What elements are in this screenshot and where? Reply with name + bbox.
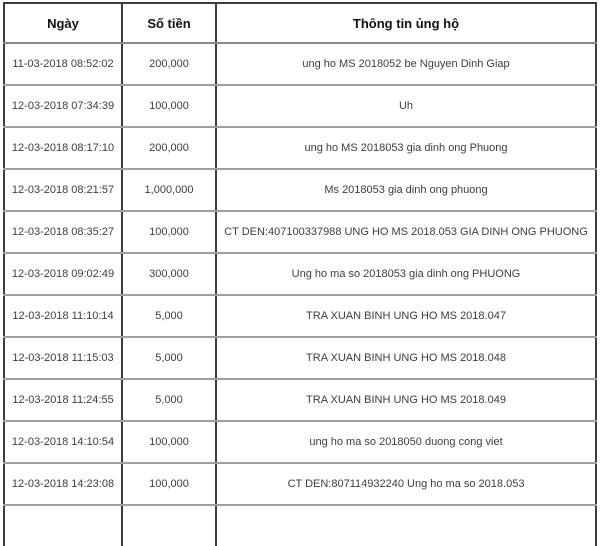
cell-amount: 1,000,000 xyxy=(122,169,216,211)
table-row xyxy=(4,211,596,253)
cell-info: Ung ho ma so 2018053 gia dinh ong PHUONG xyxy=(216,253,596,295)
header-row xyxy=(4,3,596,43)
table-row xyxy=(4,379,596,421)
table-row xyxy=(4,43,596,85)
cell-amount: 200,000 xyxy=(122,43,216,85)
table-row xyxy=(4,421,596,463)
cell-date: 12-03-2018 07:34:39 xyxy=(4,85,122,127)
column-header-info: Thông tin ủng hộ xyxy=(216,3,596,43)
table-row xyxy=(4,337,596,379)
cell-amount: 100,000 xyxy=(122,421,216,463)
column-header-amount: Số tiền xyxy=(122,3,216,43)
cell-date: 12-03-2018 11:10:14 xyxy=(4,295,122,337)
table-row xyxy=(4,127,596,169)
cell-amount: 100,000 xyxy=(122,211,216,253)
partial-table-row xyxy=(4,505,596,546)
table-row xyxy=(4,463,596,505)
cell-info: CT DEN:407100337988 UNG HO MS 2018.053 GIA DINH ONG PHUONG xyxy=(216,211,596,253)
cell-info: ung ho ma so 2018050 duong cong viet xyxy=(216,421,596,463)
cell-info: TRA XUAN BINH UNG HO MS 2018.048 xyxy=(216,337,596,379)
cell-date: 12-03-2018 11:24:55 xyxy=(4,379,122,421)
cell-date: 11-03-2018 08:52:02 xyxy=(4,43,122,85)
cell-date: 12-03-2018 08:21:57 xyxy=(4,169,122,211)
table-row xyxy=(4,85,596,127)
cell-amount: 100,000 xyxy=(122,85,216,127)
table-row xyxy=(4,295,596,337)
table-row xyxy=(4,253,596,295)
cell-info: Ms 2018053 gia dinh ong phuong xyxy=(216,169,596,211)
cell-amount: 100,000 xyxy=(122,463,216,505)
cell-amount: 5,000 xyxy=(122,295,216,337)
table-header xyxy=(4,3,596,43)
cell-amount: 300,000 xyxy=(122,253,216,295)
cell-date: 12-03-2018 08:35:27 xyxy=(4,211,122,253)
cell-info: Uh xyxy=(216,85,596,127)
column-header-date: Ngày xyxy=(4,3,122,43)
cell-amount xyxy=(122,505,216,546)
cell-amount: 5,000 xyxy=(122,379,216,421)
cell-date xyxy=(4,505,122,546)
cell-info: TRA XUAN BINH UNG HO MS 2018.049 xyxy=(216,379,596,421)
cell-amount: 5,000 xyxy=(122,337,216,379)
cell-info xyxy=(216,505,596,546)
cell-info: CT DEN:807114932240 Ung ho ma so 2018.053 xyxy=(216,463,596,505)
donation-table-container xyxy=(3,2,595,546)
cell-date: 12-03-2018 09:02:49 xyxy=(4,253,122,295)
cell-amount: 200,000 xyxy=(122,127,216,169)
cell-date: 12-03-2018 11:15:03 xyxy=(4,337,122,379)
cell-info: TRA XUAN BINH UNG HO MS 2018.047 xyxy=(216,295,596,337)
cell-date: 12-03-2018 14:10:54 xyxy=(4,421,122,463)
table-body xyxy=(4,43,596,546)
cell-date: 12-03-2018 14:23:08 xyxy=(4,463,122,505)
cell-info: ung ho MS 2018052 be Nguyen Dinh Giap xyxy=(216,43,596,85)
table-row xyxy=(4,169,596,211)
cell-info: ung ho MS 2018053 gia dinh ong Phuong xyxy=(216,127,596,169)
donation-table xyxy=(3,2,597,546)
cell-date: 12-03-2018 08:17:10 xyxy=(4,127,122,169)
